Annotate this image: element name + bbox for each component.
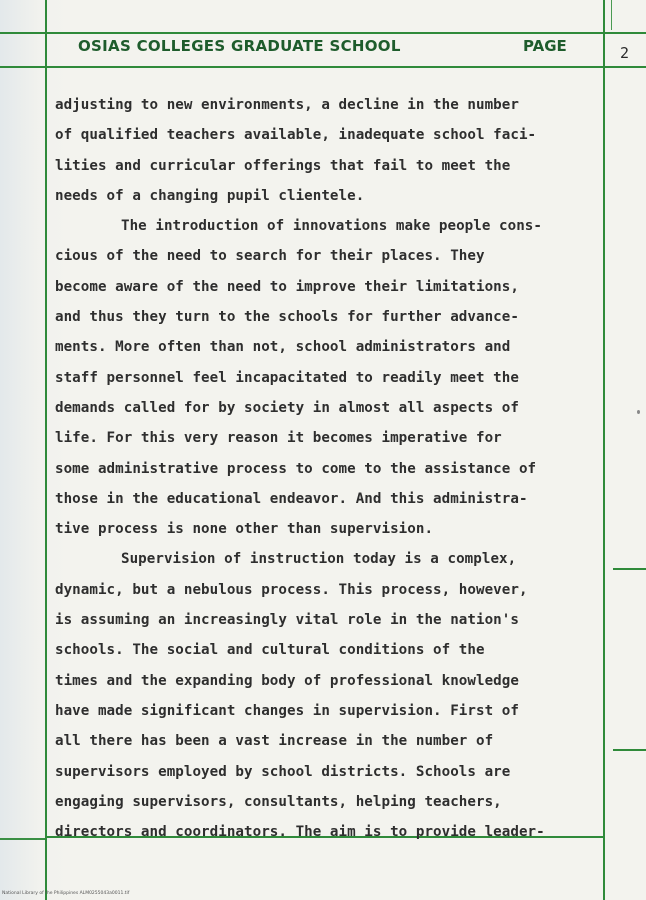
margin-tick-left — [0, 838, 45, 840]
text-line: times and the expanding body of professional knowledge — [55, 672, 519, 689]
right-margin-rule — [603, 0, 605, 900]
text-line: is assuming an increasingly vital role in the nation's — [55, 612, 519, 629]
text-line: demands called for by society in almost all aspects of — [55, 399, 519, 416]
text-line: those in the educational endeavor. And this administra- — [55, 490, 528, 507]
text-line: adjusting to new environments, a decline in the number — [55, 97, 519, 113]
text-line: cious of the need to search for their places. They — [55, 248, 485, 265]
institution-header: OSIAS COLLEGES GRADUATE SCHOOL — [78, 37, 401, 55]
header-bottom-rule — [0, 66, 646, 68]
scan-caption: National Library of the Philippines ALM0255043a0011.tif — [2, 891, 130, 896]
text-line: some administrative process to come to the assistance of — [55, 460, 537, 477]
text-line: dynamic, but a nebulous process. This process, however, — [55, 581, 528, 598]
text-line: staff personnel feel incapacitated to readily meet the — [55, 369, 519, 386]
text-line: ments. More often than not, school administrators and — [55, 339, 511, 356]
text-line: needs of a changing pupil clientele. — [55, 187, 365, 204]
text-line: supervisors employed by school districts. Schools are — [55, 763, 511, 780]
right-margin-rule-secondary — [611, 0, 612, 30]
text-line: all there has been a vast increase in the number of — [55, 733, 494, 750]
text-line: have made significant changes in supervision. First of — [55, 702, 519, 719]
text-line: tive process is none other than supervision. — [55, 521, 434, 538]
text-line: engaging supervisors, consultants, helping teachers, — [55, 793, 502, 810]
text-line: directors and coordinators. The aim is to provide leader- — [55, 824, 545, 841]
header-top-rule — [0, 32, 646, 34]
margin-tick-upper — [613, 568, 646, 570]
text-line: of qualified teachers available, inadequate school faci- — [55, 127, 537, 144]
text-line: schools. The social and cultural conditions of the — [55, 642, 485, 659]
page-number: 2 — [620, 44, 630, 62]
paragraph-start-line: The introduction of innovations make people cons- — [121, 218, 542, 235]
paragraph-start-line: Supervision of instruction today is a complex, — [121, 551, 517, 568]
text-line: lities and curricular offerings that fail to meet the — [55, 157, 511, 174]
typed-body-text — [55, 90, 600, 847]
paper-speck — [637, 410, 640, 414]
text-line: and thus they turn to the schools for further advance- — [55, 309, 519, 326]
margin-tick-lower — [613, 749, 646, 751]
text-line: life. For this very reason it becomes imperative for — [55, 430, 502, 447]
text-line: become aware of the need to improve their limitations, — [55, 278, 519, 295]
left-margin-rule — [45, 0, 47, 900]
page-label: PAGE — [523, 37, 567, 55]
